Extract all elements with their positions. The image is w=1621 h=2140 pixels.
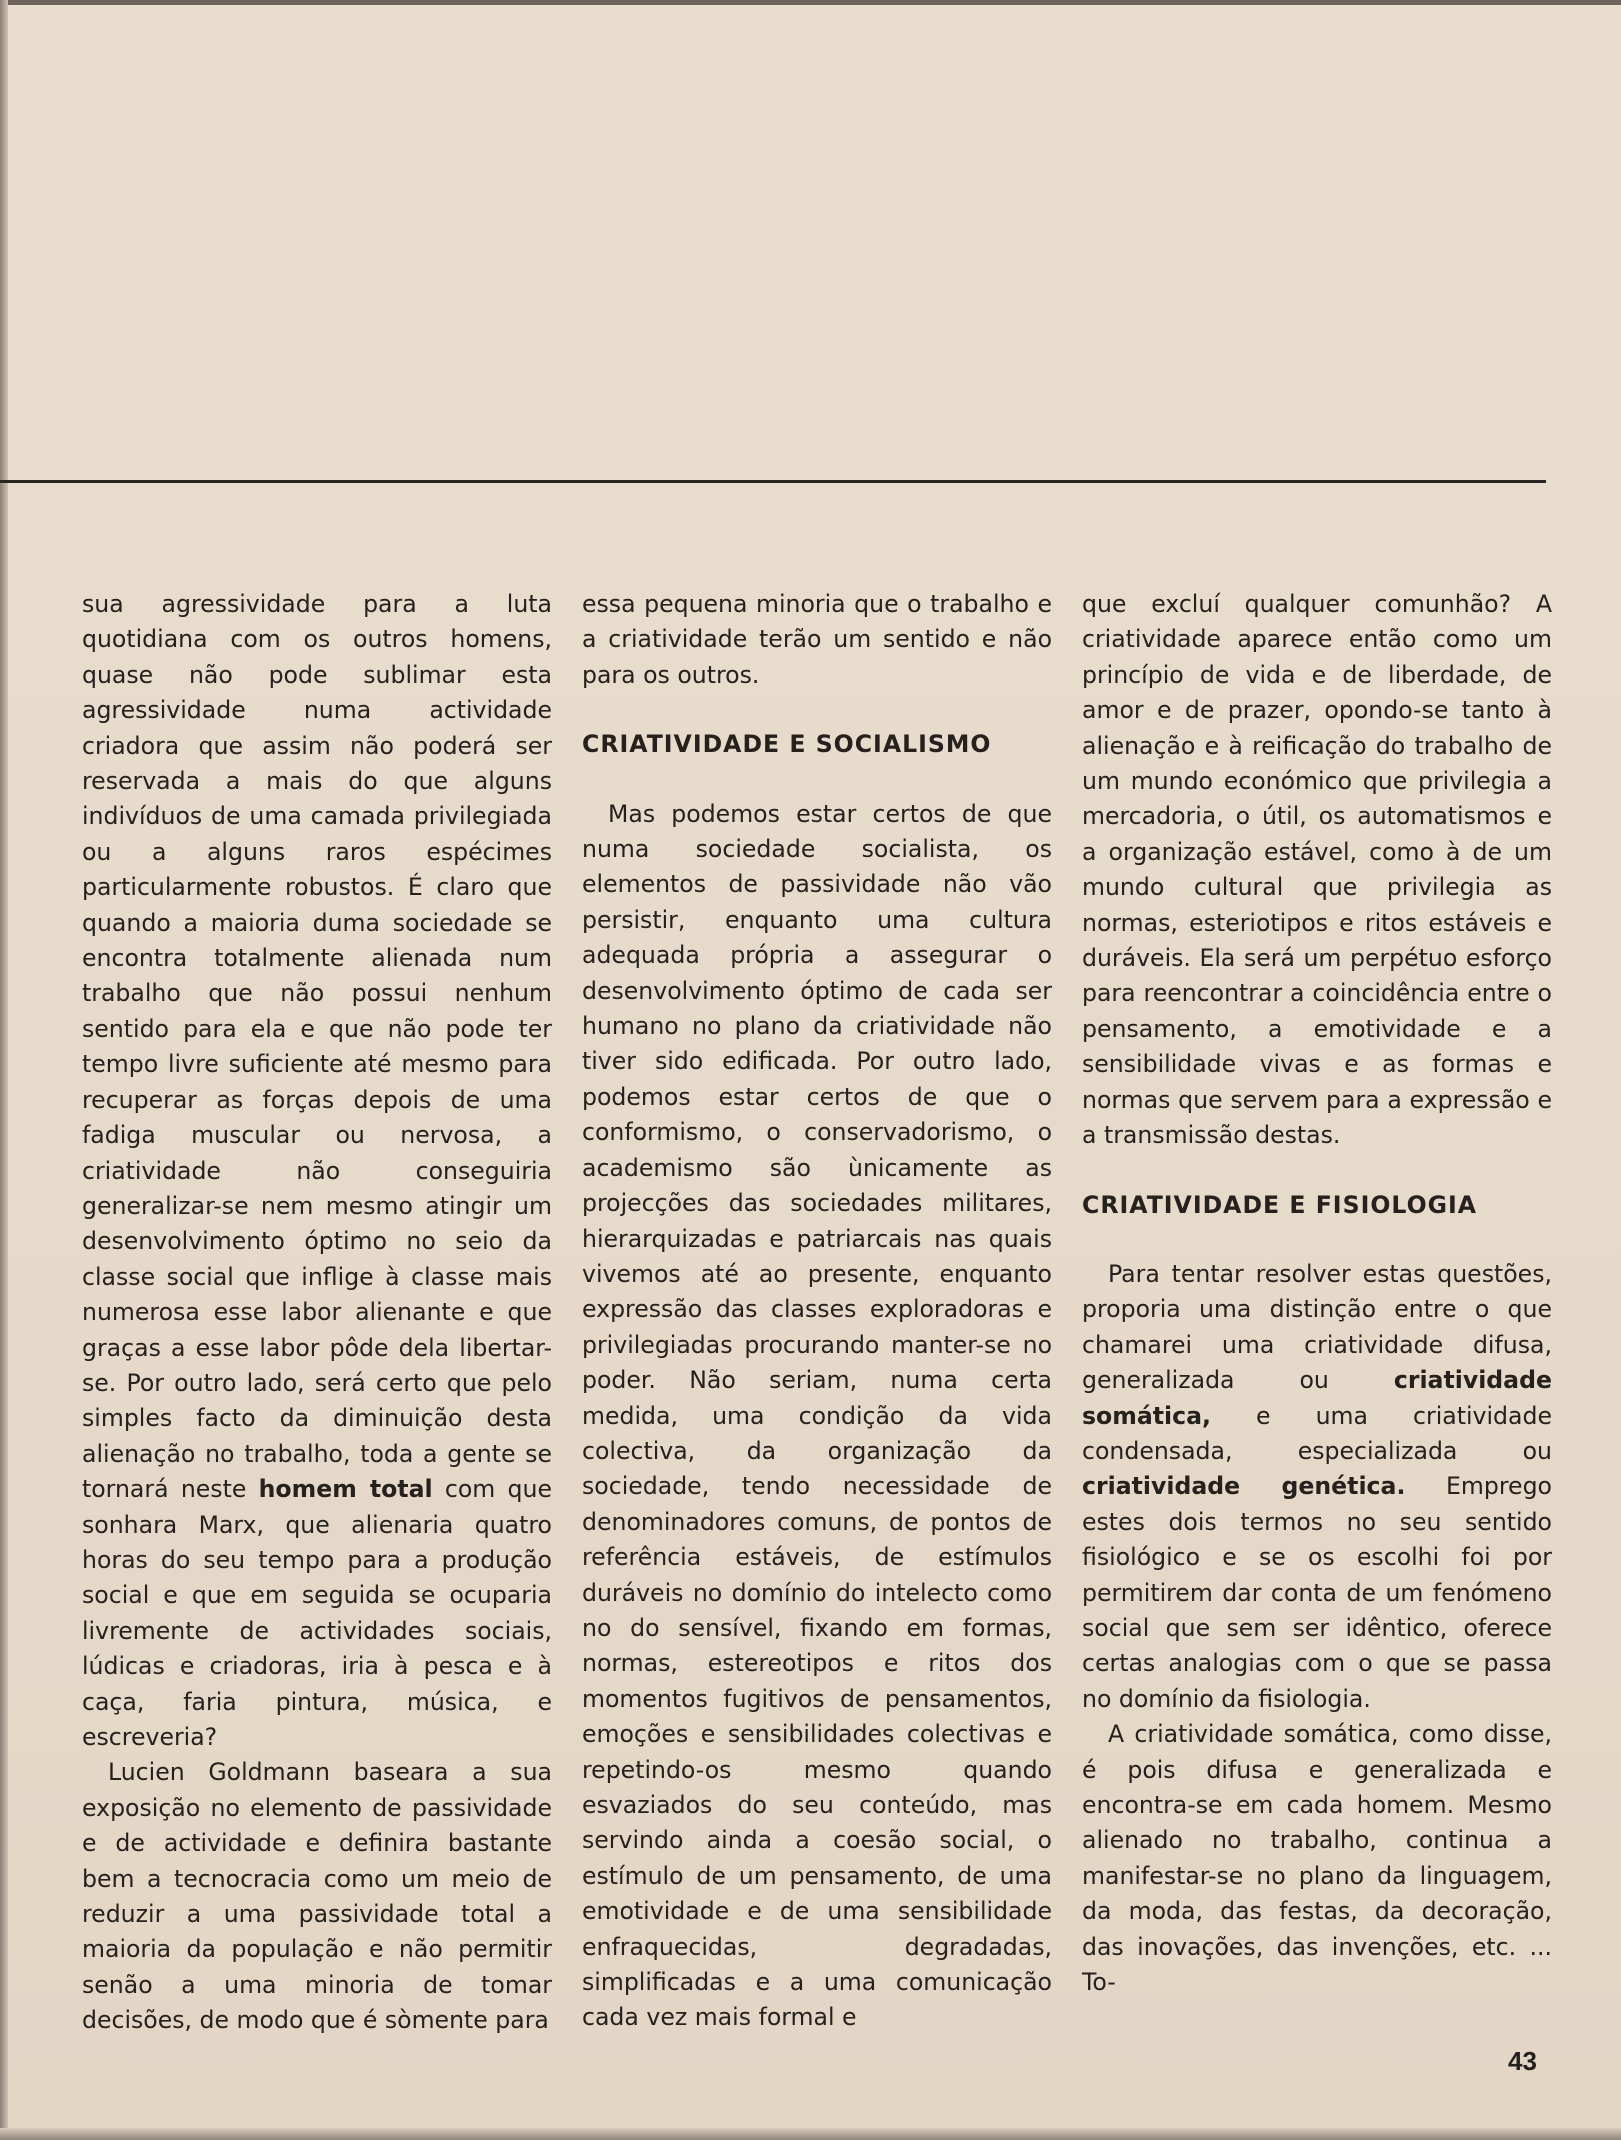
emphasis-text: criatividade somática, (1082, 1366, 1552, 1430)
bleed-through-watermark (1140, 396, 1560, 441)
page-top-edge (0, 0, 1621, 5)
section-heading: CRIATIVIDADE E SOCIALISMO (582, 730, 992, 759)
page-bottom-edge (0, 2128, 1621, 2140)
page-left-edge (0, 0, 8, 2140)
paragraph-text: Para tentar resolver estas questões, proporia uma distinção entre o que chamarei uma criatividade difusa, generalizada ou (1082, 1259, 1552, 1395)
paragraph: que excluí qualquer comunhão? A criatividade aparece então como um princípio de vida e de liberdade, de amor e de prazer, opondo-se tanto à alienação e à reificação do trabalho de um mundo económico que privilegia a mercadoria, o útil, os automatismos e a organização estável, como à de um mundo cultural que privilegia as normas, esteriotipos e ritos estáveis e duráveis. Ela será um perpétuo esforço para reencontrar a coincidência entre o pensamento, a emotividade e a sensibilidade vivas e as formas e normas que servem para a expressão e a transmissão destas. (1082, 590, 1552, 1150)
paragraph (82, 587, 552, 1755)
text-column-2 (582, 587, 1052, 2036)
section-heading: CRIATIVIDADE E FISIOLOGIA (1082, 1190, 1478, 1219)
paragraph: essa pequena minoria que o trabalho e a criatividade terão um sentido e não para os outros. (582, 590, 1052, 689)
paragraph: Mas podemos estar certos de que numa sociedade socialista, os elementos de passividade não vão persistir, enquanto uma cultura adequada própria a assegurar o desenvolvimento óptimo de cada ser humano no plano da criatividade não tiver sido edificada. Por outro lado, podemos estar certos de que o conformismo, o conservadorismo, o academismo são ùnicamente as projecções das sociedades militares, hierarquizadas e patriarcais nas quais vivemos até ao presente, enquanto expressão das classes exploradoras e privilegiadas procurando manter-se no poder. Não seriam, numa certa medida, uma condição da vida colectiva, da organização da sociedade, tendo necessidade de denominadores comuns, de pontos de referência estáveis, de estímulos duráveis no domínio do intelecto como no do sensível, fixando em formas, normas, estereotipos e ritos dos momentos fugitivos de pensamentos, emoções e sensibilidades colectivas e repetindo-os mesmo quando esvaziados do seu conteúdo, mas servindo ainda a coesão social, o estímulo de um pensamento, de uma emotividade e de uma sensibilidade enfraquecidas, degradadas, simplificadas e a uma comunicação cada vez mais formal e (582, 799, 1052, 2032)
paragraph-text: com que sonhara Marx, que alienaria quatro horas do seu tempo para a produção social e que em seguida se ocuparia livremente de actividades sociais, lúdicas e criadoras, iria à pesca e à caça, faria pintura, música, e escreveria? (82, 1475, 552, 1751)
text-column-1 (82, 587, 552, 2039)
text-column-3 (1082, 587, 1552, 2000)
paragraph-text: Emprego estes dois termos no seu sentido fisiológico e se os escolhi foi por permitirem dar conta de um fenómeno social que sem ser idêntico, oferece certas analogias com o que se passa no domínio da fisiologia. (1082, 1472, 1552, 1713)
paragraph: Lucien Goldmann baseara a sua exposição no elemento de passividade e de actividade e definira bastante bem a tecnocracia como um meio de reduzir a uma passividade total a maioria da população e não permitir senão a uma minoria de tomar decisões, de modo que é sòmente para (82, 1758, 552, 2035)
page-number: 43 (1508, 2046, 1537, 2076)
paragraph (1082, 1257, 1552, 1717)
emphasis-text: homem total (258, 1475, 433, 1504)
paragraph-text: e uma criatividade condensada, especializada ou (1082, 1401, 1552, 1465)
emphasis-text: criatividade genética. (1082, 1472, 1406, 1501)
paragraph-text: sua agressividade para a luta quotidiana com os outros homens, quase não pode sublimar esta agressividade numa actividade criadora que assim não poderá ser reservada a mais do que alguns indivíduos de uma camada privilegiada ou a alguns raros espécimes particularmente robustos. É claro que quando a maioria duma sociedade se encontra totalmente alienada num trabalho que não possui nenhum sentido para ela e que não pode ter tempo livre suficiente até mesmo para recuperar as forças depois de uma fadiga muscular ou nervosa, a criatividade não conseguiria generalizar-se nem mesmo atingir um desenvolvimento óptimo no seio da classe social que inflige à classe mais numerosa esse labor alienante e que graças a esse labor pôde dela libertar-se. Por outro lado, será certo que pelo simples facto da diminuição desta alienação no trabalho, toda a gente se tornará neste (82, 590, 552, 1504)
header-rule (0, 480, 1546, 483)
paragraph: A criatividade somática, como disse, é pois difusa e generalizada e encontra-se em cada homem. Mesmo alienado no trabalho, continua a manifestar-se no plano da linguagem, da moda, das festas, da decoração, das inovações, das invenções, etc. ... To- (1082, 1720, 1552, 1997)
